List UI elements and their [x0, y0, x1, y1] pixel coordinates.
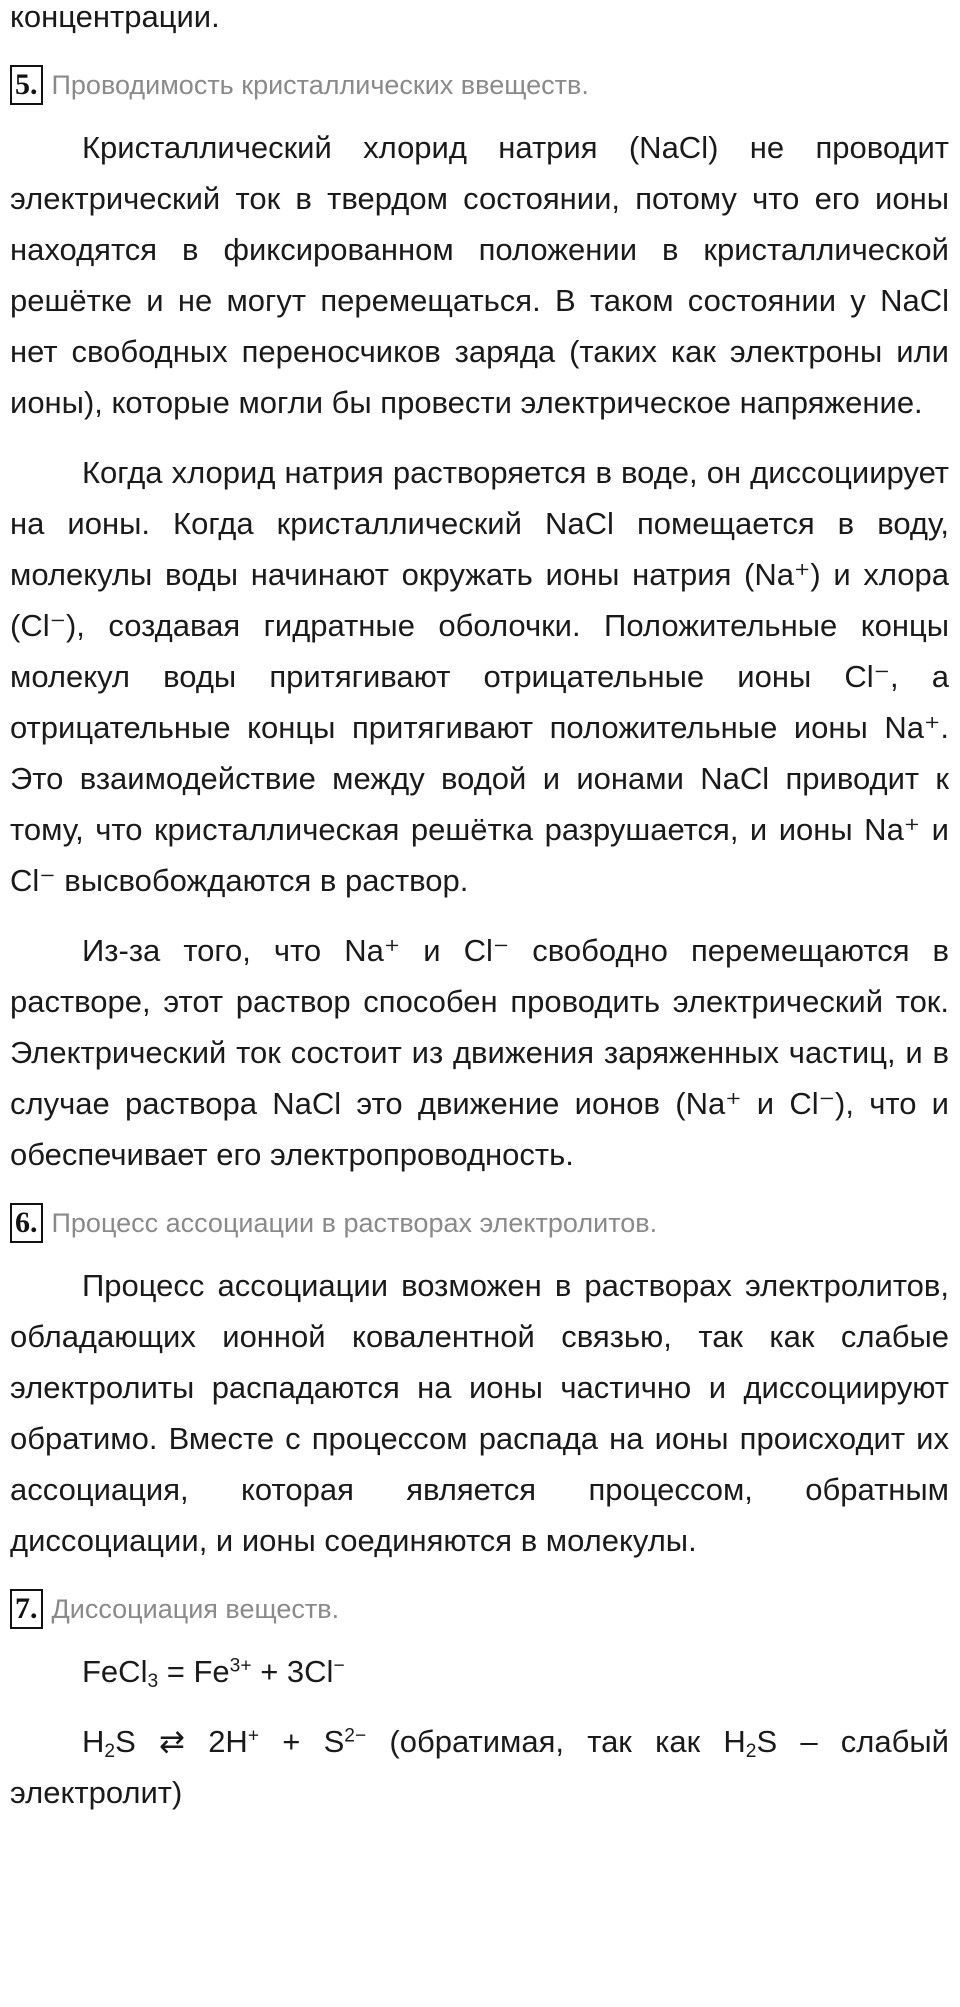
- section-title: Диссоциация веществ.: [51, 1594, 340, 1624]
- ion-term: 2H: [208, 1724, 248, 1759]
- paragraph: Процесс ассоциации возможен в растворах электролитов, обладающих ионной ковалентной связью, так как слабые электролиты распадаются на ионы частично и диссоциируют обратимо. Вместе с процессом распада на ионы происходит их ассоциация, которая является процессом, обратным диссоциации, и ионы соединяются в молекулы.: [10, 1268, 949, 1558]
- equals-sign: =: [158, 1654, 194, 1689]
- ion-charge: 3+: [229, 1655, 252, 1677]
- section-title: Проводимость кристаллических ввеществ.: [51, 70, 589, 100]
- dissociation-equation-h2s: [10, 1716, 949, 1818]
- section-number: 7.: [10, 1589, 43, 1629]
- section-number: 5.: [10, 65, 43, 105]
- ion-charge: 2−: [344, 1725, 367, 1747]
- formula-subscript: 3: [147, 1670, 159, 1692]
- ion-term: Fe: [193, 1654, 230, 1689]
- formula-subscript: 2: [745, 1740, 757, 1762]
- formula-lhs: FeCl: [82, 1654, 148, 1689]
- plus-sign: +: [259, 1724, 324, 1759]
- formula-subscript: 2: [104, 1740, 116, 1762]
- ion-charge: −: [333, 1655, 345, 1677]
- ion-term: 3Cl: [286, 1654, 334, 1689]
- section-title: Процесс ассоциации в растворах электролитов.: [51, 1208, 658, 1238]
- section-heading-6: [10, 1201, 949, 1245]
- reversible-arrow: ⇄: [135, 1724, 209, 1759]
- continuation-text: концентрации.: [10, 0, 220, 34]
- formula-lhs-tail: S: [115, 1724, 136, 1759]
- ion-term: S: [323, 1724, 345, 1759]
- paragraph: Когда хлорид натрия растворяется в воде, он диссоциирует на ионы. Когда кристаллический NaCl помещается в воду, молекулы воды начинают окружать ионы натрия (Na⁺) и хлора (Cl⁻), создавая гидратные оболочки. Положительные концы молекул воды притягивают отрицательные ионы Cl⁻, а отрицательные концы притягивают положительные ионы Na⁺. Это взаимодействие между водой и ионами NaCl приводит к тому, что кристаллическая решётка разрушается, и ионы Na⁺ и Cl⁻ высвобождаются в раствор.: [10, 455, 949, 898]
- paragraph: Кристаллический хлорид натрия (NaCl) не проводит электрический ток в твердом состоянии, потому что его ионы находятся в фиксированном положении в кристаллической решётке и не могут перемещаться. В таком состоянии у NaCl нет свободных переносчиков заряда (таких как электроны или ионы), которые могли бы провести электрическое напряжение.: [10, 130, 949, 420]
- formula-note: (обратимая, так как H: [366, 1724, 746, 1759]
- section-number: 6.: [10, 1203, 43, 1243]
- dissociation-equation-fecl3: [10, 1646, 949, 1697]
- formula-lhs: H: [82, 1724, 105, 1759]
- ion-charge: +: [247, 1725, 260, 1747]
- paragraph: Из-за того, что Na⁺ и Cl⁻ свободно перемещаются в растворе, этот раствор способен проводить электрический ток. Электрический ток состоит из движения заряженных частиц, и в случае раствора NaCl это движение ионов (Na⁺ и Cl⁻), что и обеспечивает его электропроводность.: [10, 933, 949, 1172]
- section-heading-7: [10, 1587, 949, 1631]
- section-heading-5: [10, 63, 949, 107]
- formula-note: S – слабый электролит): [10, 1724, 949, 1810]
- plus-sign: +: [251, 1654, 287, 1689]
